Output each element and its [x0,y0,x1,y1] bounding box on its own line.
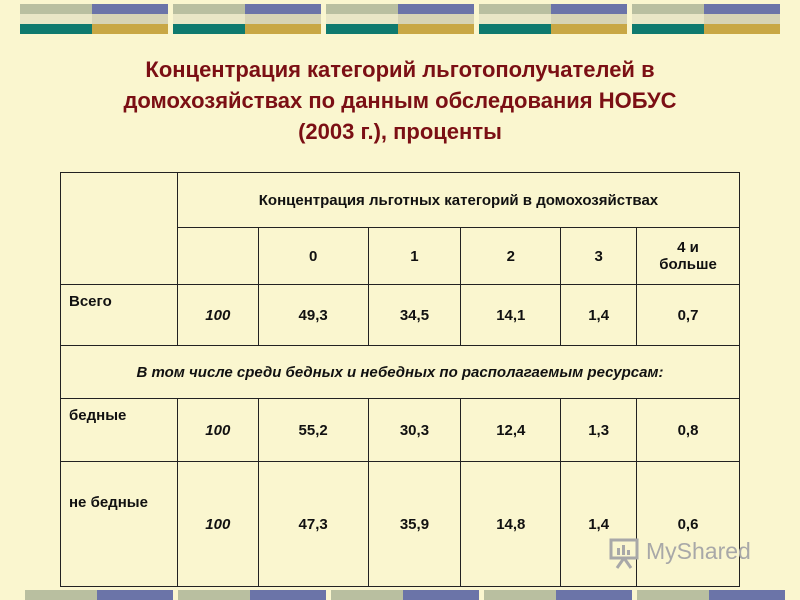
title-line-1: Концентрация категорий льготополучателей в [145,57,655,82]
row-label: не бедные [61,462,178,587]
table-cell: 30,3 [368,399,461,462]
benefit-concentration-table [60,172,740,587]
title-line-2: домохозяйствах по данным обследования НОБУС [123,88,677,113]
table-cell: 14,8 [461,462,561,587]
col4-line1: 4 и [677,239,699,256]
decorative-header-stripes [0,4,800,40]
table-cell: 55,2 [258,399,368,462]
deco-block [484,590,632,600]
deco-block [326,4,474,34]
deco-block [25,590,173,600]
decorative-footer-stripes [0,590,800,600]
myshared-watermark[interactable] [606,536,766,570]
slide-title [60,54,740,147]
table-note-row [61,346,740,399]
col4-line2: больше [659,256,717,273]
column-header: 2 [461,228,561,285]
column-header: 0 [258,228,368,285]
corner-cell [61,173,178,285]
column-header [637,228,740,285]
watermark-text: MyShared [646,538,751,564]
row-label: Всего [61,285,178,346]
deco-block [479,4,627,34]
row-total: 100 [177,399,258,462]
row-total: 100 [177,462,258,587]
table-row [61,399,740,462]
table-cell: 35,9 [368,462,461,587]
table-note: В том числе среди бедных и небедных по располагаемым ресурсам: [61,346,740,399]
table-cell: 1,4 [561,462,637,587]
deco-block [20,4,168,34]
table-cell: 1,4 [561,285,637,346]
table-cell: 49,3 [258,285,368,346]
deco-block [178,590,326,600]
table-cell: 14,1 [461,285,561,346]
deco-block [331,590,479,600]
column-header: 1 [368,228,461,285]
empty-header-cell [177,228,258,285]
table-cell: 1,3 [561,399,637,462]
group-header: Концентрация льготных категорий в домохозяйствах [177,173,739,228]
deco-block [637,590,785,600]
table-header-row [61,173,740,228]
table-cell: 0,6 [637,462,740,587]
title-line-3: (2003 г.), проценты [298,119,502,144]
table-cell: 34,5 [368,285,461,346]
row-label: бедные [61,399,178,462]
deco-block [173,4,321,34]
table-cell: 0,7 [637,285,740,346]
table-cell: 0,8 [637,399,740,462]
table-cell: 12,4 [461,399,561,462]
deco-block [632,4,780,34]
table-cell: 47,3 [258,462,368,587]
table-row [61,285,740,346]
presentation-board-icon [608,536,642,570]
column-header: 3 [561,228,637,285]
row-total: 100 [177,285,258,346]
